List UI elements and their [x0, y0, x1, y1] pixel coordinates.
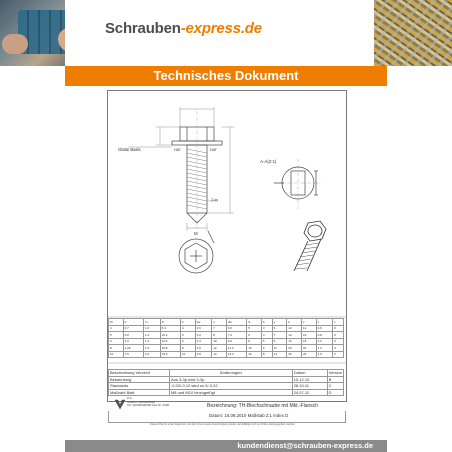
table-cell: 12.6	[160, 338, 180, 345]
table-cell: 0	[333, 332, 344, 339]
table-cell: h	[287, 319, 302, 326]
table-cell: 6	[261, 345, 272, 352]
table-cell: 2.4	[195, 338, 212, 345]
table-cell: 25	[287, 351, 302, 358]
table-cell: 28.10.11	[292, 383, 327, 390]
table-cell: 0.7	[123, 325, 143, 332]
revision-table	[108, 369, 344, 396]
table-cell: 0.8	[316, 332, 333, 339]
table-cell: 1.5	[123, 351, 143, 358]
logo-text-main: Schrauben	[105, 20, 181, 37]
header-logo-area	[65, 0, 387, 66]
table-cell: e	[272, 319, 287, 326]
title-block-description: Bezeichnung: TH-Blechschraube mit Mkt.-Flansch	[207, 403, 319, 409]
table-cell: 0	[333, 325, 344, 332]
isometric-screw	[294, 221, 326, 271]
table-cell: m	[144, 319, 161, 326]
table-cell: 3.8	[195, 351, 212, 358]
table-cell: 0	[333, 351, 344, 358]
table-cell: -0,02/-0,12 wird zu 0/-0,22	[169, 383, 292, 390]
table-cell: Änderungen	[169, 370, 292, 377]
table-cell: 6	[109, 338, 124, 345]
table-cell: Standards	[109, 383, 170, 390]
table-cell: 13.2	[226, 351, 246, 358]
table-cell: 4	[109, 325, 124, 332]
table-cell: 8	[212, 332, 227, 339]
table-cell: 16	[287, 338, 302, 345]
table-cell: 5	[247, 325, 262, 332]
table-cell: 6	[272, 325, 287, 332]
table-cell: 1.2	[144, 332, 161, 339]
table-cell: Bekanntung	[109, 376, 170, 383]
table-cell: 1.6	[144, 345, 161, 352]
table-cell: M	[109, 319, 124, 326]
table-cell: 10	[212, 338, 227, 345]
table-cell: D	[327, 389, 343, 396]
table-cell: 14	[287, 332, 302, 339]
table-cell: 22	[301, 345, 316, 352]
table-cell: 6	[181, 338, 196, 345]
table-cell: 7	[212, 325, 227, 332]
table-cell: b	[261, 319, 272, 326]
table-cell: 19.6	[160, 351, 180, 358]
table-cell: M8 und M10 hinzugefügt	[169, 389, 292, 396]
table-cell: B	[327, 376, 343, 383]
header-photo-screws-overlay	[374, 0, 452, 66]
table-cell: Aus 3-3p wird 3-3p	[169, 376, 292, 383]
table-cell: c	[316, 319, 333, 326]
table-cell: 26	[301, 351, 316, 358]
site-logo[interactable]	[105, 20, 262, 37]
table-cell: z	[301, 319, 316, 326]
table-row	[109, 351, 344, 358]
label-hat-left: HAT	[174, 148, 181, 152]
table-cell: 14	[212, 351, 227, 358]
table-cell: 2.0	[195, 332, 212, 339]
table-row	[109, 389, 344, 396]
company-logo-icon	[114, 398, 126, 410]
table-cell: 12	[212, 345, 227, 352]
table-cell: 11.3	[226, 345, 246, 352]
table-cell: 10	[247, 345, 262, 352]
table-cell: 11	[272, 345, 287, 352]
table-cell: Datum	[292, 370, 327, 377]
table-cell: S	[247, 319, 262, 326]
table-cell: 1.4	[144, 338, 161, 345]
table-cell: 8.4	[160, 325, 180, 332]
table-cell: 3.0	[195, 345, 212, 352]
table-cell: k	[181, 319, 196, 326]
table-cell: 18	[301, 338, 316, 345]
company-info	[127, 397, 169, 408]
table-cell: 15.8	[160, 345, 180, 352]
table-cell: 6.0	[226, 325, 246, 332]
table-cell: 1.0	[123, 338, 143, 345]
company-line-2: Telefon: 0000000000	[127, 399, 156, 404]
table-cell: 8	[261, 351, 272, 358]
table-cell: 12	[287, 325, 302, 332]
label-z: Z-dv	[211, 198, 219, 202]
table-cell: 4	[181, 325, 196, 332]
table-cell: 10.12.10	[292, 376, 327, 383]
table-cell: 2.0	[144, 351, 161, 358]
dimension-table	[108, 318, 344, 358]
table-cell: 9.0	[226, 338, 246, 345]
table-cell: 6	[247, 332, 262, 339]
table-cell: 5	[109, 332, 124, 339]
table-cell: 9	[272, 338, 287, 345]
table-cell: 24.07.12	[292, 389, 327, 396]
footer-email-link[interactable]: kundendienst@schrauben-express.de	[237, 441, 373, 450]
table-cell: 3	[261, 325, 272, 332]
table-cell: 8	[181, 345, 196, 352]
table-cell: Maßzahl Blatt	[109, 389, 170, 396]
table-cell: s	[212, 319, 227, 326]
table-cell: 8	[109, 345, 124, 352]
table-cell: 0.6	[316, 325, 333, 332]
table-cell: 1.2	[316, 345, 333, 352]
table-cell: 0	[333, 338, 344, 345]
hand-shape-2	[2, 34, 28, 54]
table-cell: 14	[301, 325, 316, 332]
table-cell: D	[160, 319, 180, 326]
table-cell: dw	[226, 319, 246, 326]
table-cell: v	[333, 319, 344, 326]
label-hat-right: HAT	[210, 148, 217, 152]
table-cell: 8	[247, 338, 262, 345]
logo-text-accent: -express.de	[180, 20, 262, 37]
table-cell: Version	[328, 370, 342, 376]
table-cell: 1.0	[144, 325, 161, 332]
table-cell: 7	[272, 332, 287, 339]
table-cell: kw	[195, 319, 212, 326]
table-cell: 1.5	[316, 351, 333, 358]
table-cell: 1.0	[316, 338, 333, 345]
company-line-1: Z.A.	[127, 396, 133, 400]
footer-bar	[65, 440, 387, 452]
table-cell: Beschreibung Verzicht	[109, 370, 170, 377]
table-cell: 4	[261, 332, 272, 339]
table-cell: d	[123, 319, 143, 326]
table-cell: 7.2	[226, 332, 246, 339]
label-m: M	[194, 231, 198, 236]
table-cell: 1.6	[195, 325, 212, 332]
table-cell: 16	[301, 332, 316, 339]
table-cell: 5	[181, 332, 196, 339]
copyright-note: Dieses Plan ist unser Eigentum und darf ohne unsere Genehmigung weder vervielfältigt noch an Dritte weitergegeben werden.	[150, 423, 296, 426]
table-cell: 13	[272, 351, 287, 358]
table-cell: 5	[261, 338, 272, 345]
table-cell: 10	[109, 351, 124, 358]
label-glatte-basis: Glatte Basis	[118, 147, 141, 152]
table-cell: 10	[181, 351, 196, 358]
table-cell: 10.2	[160, 332, 180, 339]
document-title-banner: Technisches Dokument	[65, 66, 387, 86]
company-line-3: Tel. (0)000000000 Fax Nr. 0000	[127, 403, 170, 408]
table-cell: 1.25	[123, 345, 143, 352]
title-block-date: Datum: 16.09.2010 Maßstab 2:1 Index D	[209, 413, 289, 418]
table-cell: C	[327, 383, 343, 390]
table-cell: 12	[247, 351, 262, 358]
table-cell: 0	[333, 345, 344, 352]
table-cell: 0.8	[123, 332, 143, 339]
label-section: A-A(2:1)	[260, 159, 277, 164]
table-cell: 20	[287, 345, 302, 352]
